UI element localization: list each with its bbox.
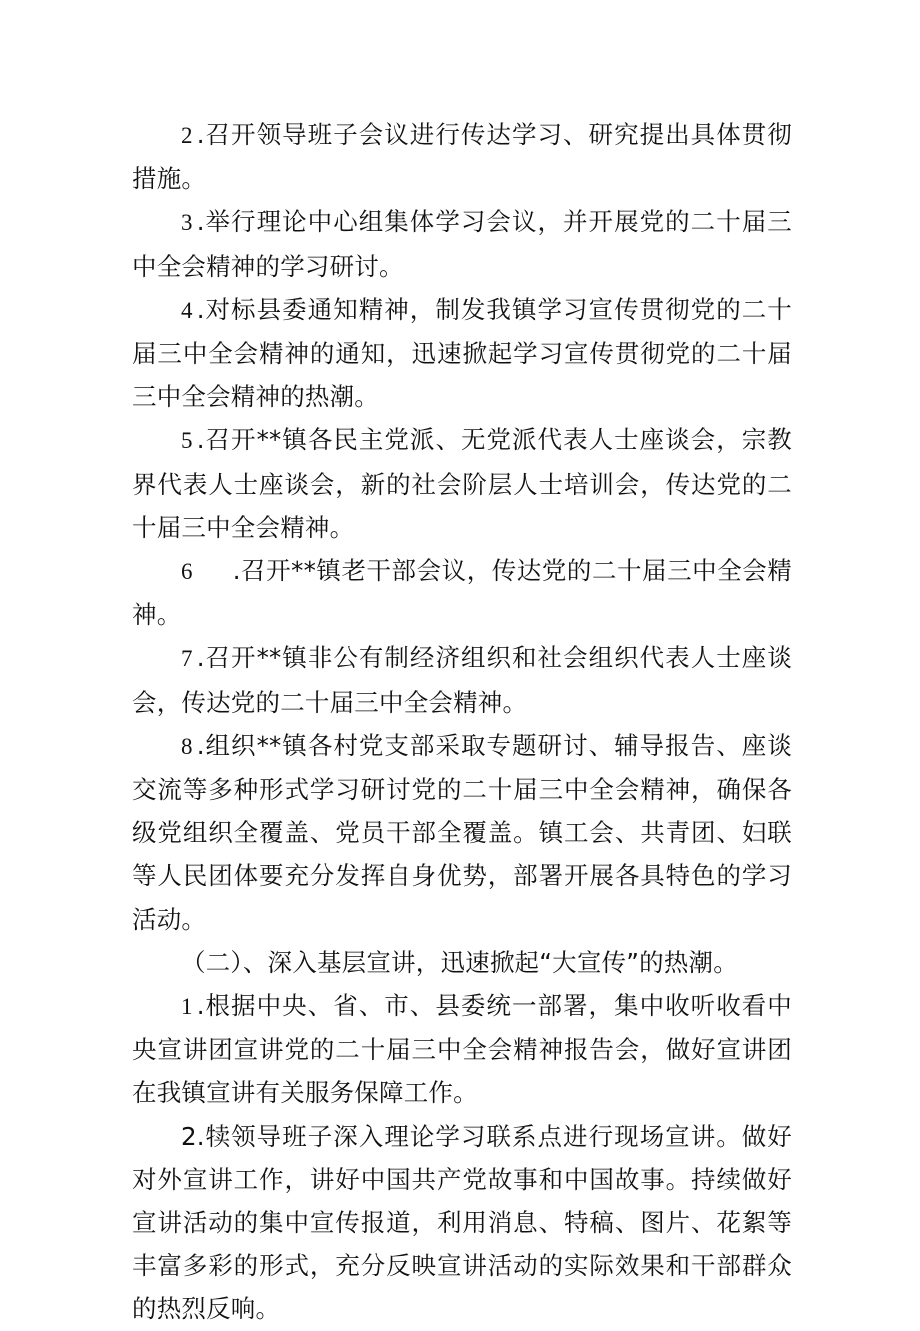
document-body bbox=[132, 113, 792, 1331]
paragraph-text: .举行理论中心组集体学习会议，并开展党的二十届三中全会精神的学习研讨。 bbox=[132, 207, 792, 281]
paragraph-item-2 bbox=[132, 113, 792, 200]
item-number: 8 bbox=[181, 733, 193, 759]
paragraph-item-5 bbox=[132, 418, 792, 549]
item-number: 4 bbox=[181, 297, 193, 323]
paragraph-item-2b bbox=[132, 1115, 792, 1331]
paragraph-text: .召开领导班子会议进行传达学习、研究提出具体贯彻措施。 bbox=[132, 120, 792, 194]
item-number: 3 bbox=[181, 210, 193, 236]
section-heading bbox=[132, 941, 792, 984]
paragraph-text: .召开**镇非公有制经济组织和社会组织代表人士座谈会，传达党的二十届三中全会精神。 bbox=[132, 643, 792, 717]
item-number: 5 bbox=[181, 428, 193, 454]
paragraph-text: .召开**镇各民主党派、无党派代表人士座谈会，宗教界代表人士座谈会，新的社会阶层人士培训会，传达党的二十届三中全会精神。 bbox=[132, 425, 792, 542]
paragraph-item-3 bbox=[132, 200, 792, 287]
paragraph-item-1 bbox=[132, 984, 792, 1115]
paragraph-item-6 bbox=[132, 549, 792, 636]
paragraph-text: .召开**镇老干部会议，传达党的二十届三中全会精神。 bbox=[132, 556, 792, 630]
paragraph-text: 2.犊领导班子深入理论学习联系点进行现场宣讲。做好对外宣讲工作，讲好中国共产党故事和中国故事。持续做好宣讲活动的集中宣传报道，利用消息、特稿、图片、花絮等丰富多彩的形式，充分反映宣讲活动的实际效果和干部群众的热烈反响。 bbox=[132, 1121, 792, 1324]
item-number: 1 bbox=[181, 994, 193, 1020]
paragraph-item-4 bbox=[132, 288, 792, 419]
item-number: 7 bbox=[181, 646, 193, 672]
paragraph-text: .组织**镇各村党支部采取专题研讨、辅导报告、座谈交流等多种形式学习研讨党的二十届三中全会精神，确保各级党组织全覆盖、党员干部全覆盖。镇工会、共青团、妇联等人民团体要充分发挥自身优势，部署开展各具特色的学习活动。 bbox=[132, 730, 792, 934]
paragraph-item-8 bbox=[132, 724, 792, 941]
paragraph-text: .根据中央、省、市、县委统一部署，集中收听收看中央宣讲团宣讲党的二十届三中全会精神报告会，做好宣讲团在我镇宣讲有关服务保障工作。 bbox=[132, 991, 792, 1108]
item-number: 2 bbox=[181, 123, 193, 148]
section-heading-text: （二）、深入基层宣讲，迅速掀起“大宣传”的热潮。 bbox=[181, 947, 738, 977]
paragraph-item-7 bbox=[132, 636, 792, 723]
paragraph-text: .对标县委通知精神，制发我镇学习宣传贯彻党的二十届三中全会精神的通知，迅速掀起学习宣传贯彻党的二十届三中全会精神的热潮。 bbox=[132, 294, 792, 412]
item-number: 6 bbox=[181, 559, 193, 585]
